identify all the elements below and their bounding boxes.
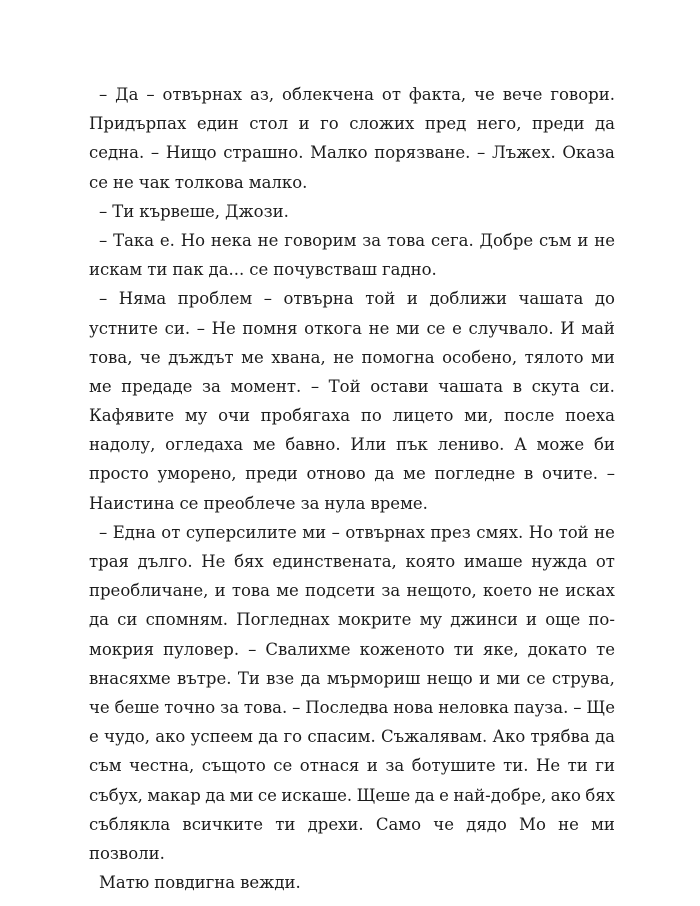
text-line: ме предаде за момент. – Той остави чашата в скута си. (89, 376, 615, 396)
text-line: искам ти пак да... се почувстваш гадно. (89, 260, 437, 280)
paragraph (89, 197, 615, 226)
text-line: внасяхме вътре. Ти взе да мърмориш нещо и ми се струва, (89, 668, 615, 688)
text-line: събух, макар да ми се искаше. Щеше да е най-добре, ако бях (89, 785, 615, 805)
text-line: – Така е. Но нека не говорим за това сега. Добре съм и не (99, 230, 615, 250)
text-line: Придърпах един стол и го сложих пред него, преди да (89, 114, 615, 134)
text-line: – Да – отвърнах аз, облекчена от факта, че вече говори. (99, 85, 615, 104)
paragraph (89, 284, 615, 518)
text-line: устните си. – Не помня откога не ми се е случвало. И май (89, 318, 615, 338)
paragraph (89, 226, 615, 284)
text-line: позволи. (89, 843, 165, 863)
text-line: надолу, огледаха ме бавно. Или пък лениво. А може би (89, 435, 615, 455)
text-line: да си спомням. Погледнах мокрите му джинси и още по- (89, 610, 615, 630)
book-page-text (89, 80, 615, 897)
paragraph (89, 868, 615, 897)
text-line: просто уморено, преди отново да ме погледне в очите. – (89, 464, 615, 484)
text-line: – Ти кървеше, Джози. (99, 201, 289, 221)
text-line: мокрия пуловер. – Свалихме коженото ти яке, докато те (89, 639, 615, 659)
text-line: е чудо, ако успеем да го спасим. Съжалявам. Ако трябва да (89, 727, 615, 747)
paragraph (89, 518, 615, 868)
text-line: че беше точно за това. – Последва нова неловка пауза. – Ще (89, 697, 615, 717)
text-line: Наистина се преоблече за нула време. (89, 493, 428, 513)
text-line: преобличане, и това ме подсети за нещото, което не исках (89, 581, 615, 601)
text-line: – Няма проблем – отвърна той и доближи чашата до (99, 289, 615, 309)
text-line: – Една от суперсилите ми – отвърнах през смях. Но той не (99, 522, 615, 542)
text-line: се не чак толкова малко. (89, 172, 308, 192)
text-line: Кафявите му очи пробягаха по лицето ми, после поеха (89, 406, 615, 426)
text-line: съблякла всичките ти дрехи. Само че дядо Мо не ми (89, 814, 615, 834)
text-line: седна. – Нищо страшно. Малко порязване. – Лъжех. Оказа (89, 143, 615, 163)
text-line: Матю повдигна вежди. (99, 873, 301, 893)
text-line: съм честна, същото се отнася и за ботушите ти. Не ти ги (89, 756, 615, 776)
text-line: трая дълго. Не бях единствената, която имаше нужда от (89, 552, 615, 571)
text-line: това, че дъждът ме хвана, не помогна особено, тялото ми (89, 347, 615, 367)
paragraph (89, 80, 615, 197)
